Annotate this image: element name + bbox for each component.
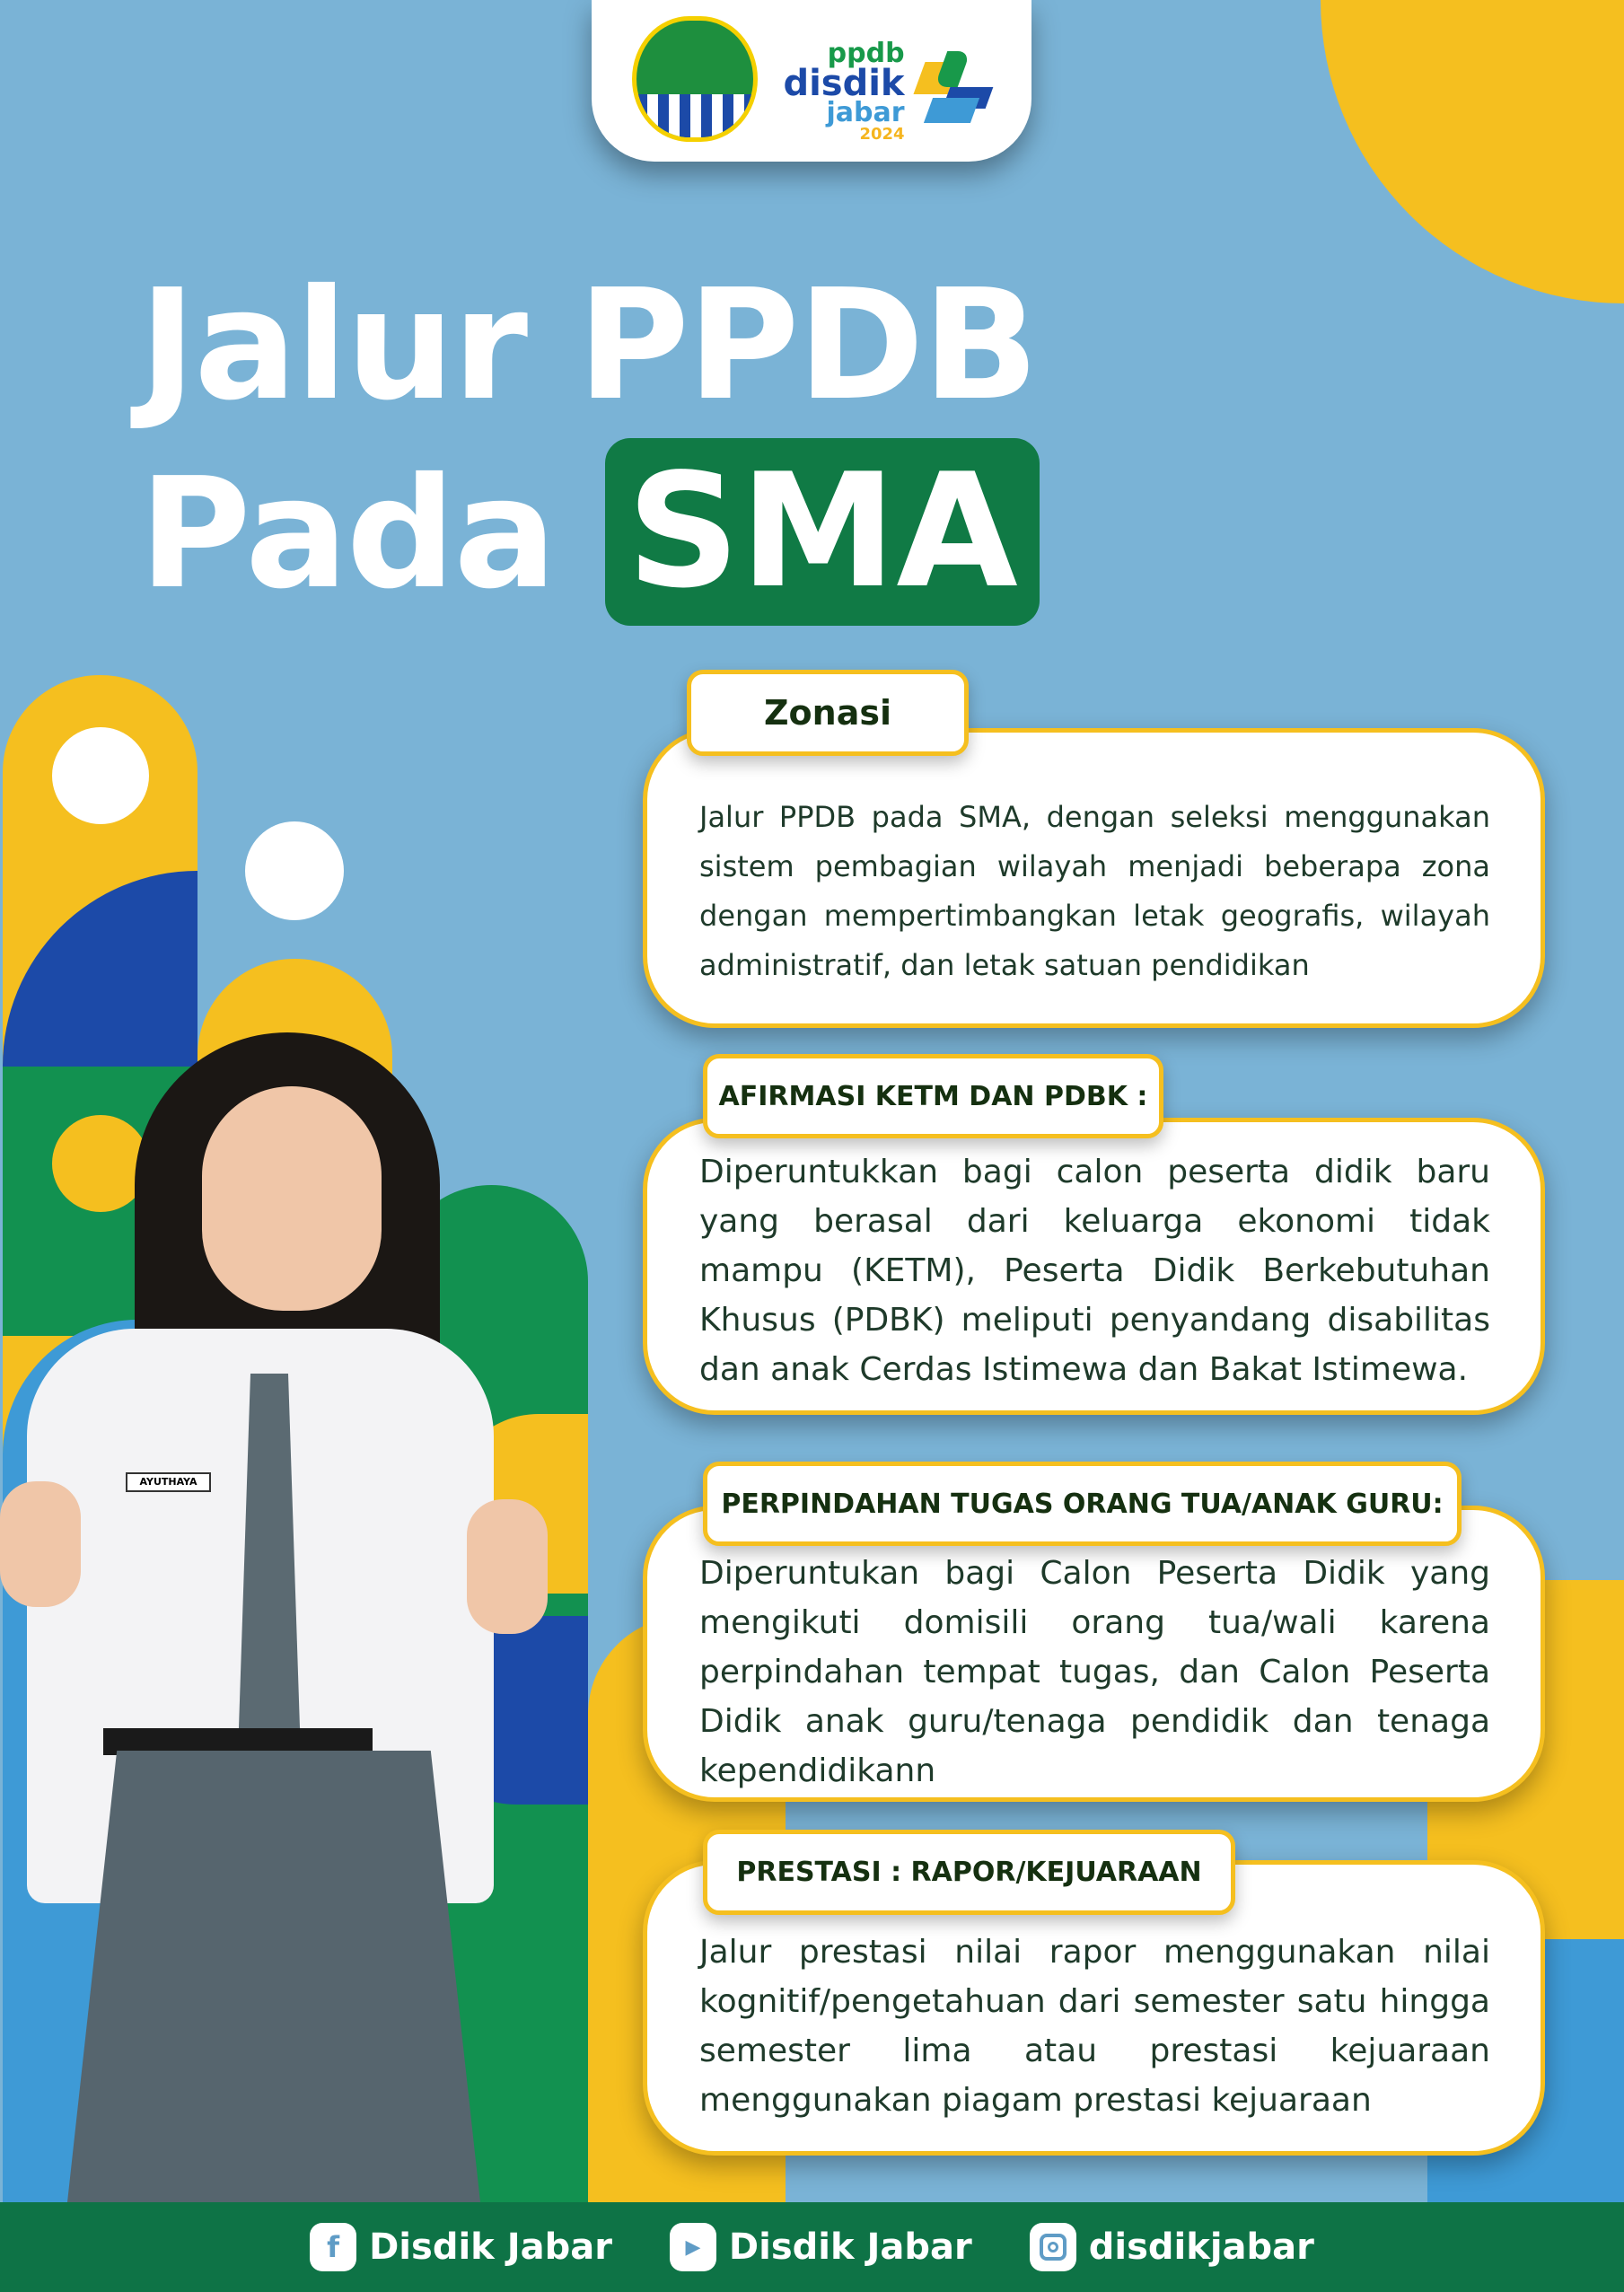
section-card-afirmasi — [643, 1118, 1545, 1415]
youtube-link[interactable] — [670, 2223, 972, 2271]
section-heading-zonasi: Zonasi — [687, 670, 969, 756]
section-heading-prestasi: PRESTASI : RAPOR/KEJUARAAN — [703, 1830, 1235, 1915]
youtube-label: Disdik Jabar — [728, 2226, 972, 2268]
social-footer — [0, 2202, 1624, 2292]
logo-line1: ppdb — [827, 37, 905, 69]
youtube-icon: ▶ — [670, 2223, 716, 2271]
title-highlight-badge: SMA — [605, 438, 1040, 626]
section-heading-afirmasi: AFIRMASI KETM DAN PDBK : — [703, 1054, 1163, 1138]
section-card-perpindahan — [643, 1506, 1545, 1802]
instagram-link[interactable] — [1030, 2223, 1314, 2271]
section-body: Jalur prestasi nilai rapor menggunakan nilai kognitif/pengetahuan dari semester satu hingga semester lima atau prestasi kejuaraan menggunakan piagam prestasi kejuaraan — [699, 1933, 1490, 2119]
section-body: Diperuntukan bagi Calon Peserta Didik yang mengikuti domisili orang tua/wali karena perpindahan tempat tugas, dan Calon Peserta Didik anak guru/tenaga pendidik dan tenaga kependidikann — [699, 1554, 1490, 1789]
header-logo-card — [592, 0, 1031, 162]
logo-line2: disdik — [783, 63, 905, 105]
logo-year: 2024 — [859, 124, 905, 144]
ppdb-logo — [783, 37, 990, 144]
name-tag: AYUTHAYA — [126, 1472, 211, 1492]
section-body: Jalur PPDB pada SMA, dengan seleksi menggunakan sistem pembagian wilayah menjadi beberapa zona dengan mempertimbangkan letak geografis, wilayah administratif, dan letak satuan pendidikan — [699, 800, 1490, 982]
book-icon — [910, 51, 991, 132]
facebook-label: Disdik Jabar — [369, 2226, 612, 2268]
facebook-icon: f — [310, 2223, 356, 2271]
section-heading-perpindahan: PERPINDAHAN TUGAS ORANG TUA/ANAK GURU: — [703, 1462, 1462, 1546]
page-title-line1: Jalur PPDB — [139, 257, 1038, 435]
section-body: Diperuntukkan bagi calon peserta didik baru yang berasal dari keluarga ekonomi tidak mampu (KETM), Peserta Didik Berkebutuhan Khusus (PDBK) meliputi penyandang disabilitas dan anak Cerdas Istimewa dan Bakat Istimewa. — [699, 1154, 1490, 1388]
page-title-line2: Pada — [139, 445, 556, 623]
decorative-circle — [1321, 0, 1624, 303]
instagram-label: disdikjabar — [1088, 2226, 1314, 2268]
west-java-seal-logo — [632, 16, 758, 142]
section-card-zonasi — [643, 728, 1545, 1028]
instagram-icon — [1030, 2223, 1076, 2271]
facebook-link[interactable] — [310, 2223, 612, 2271]
student-photo — [0, 1032, 610, 2202]
logo-line3: jabar — [826, 97, 905, 129]
